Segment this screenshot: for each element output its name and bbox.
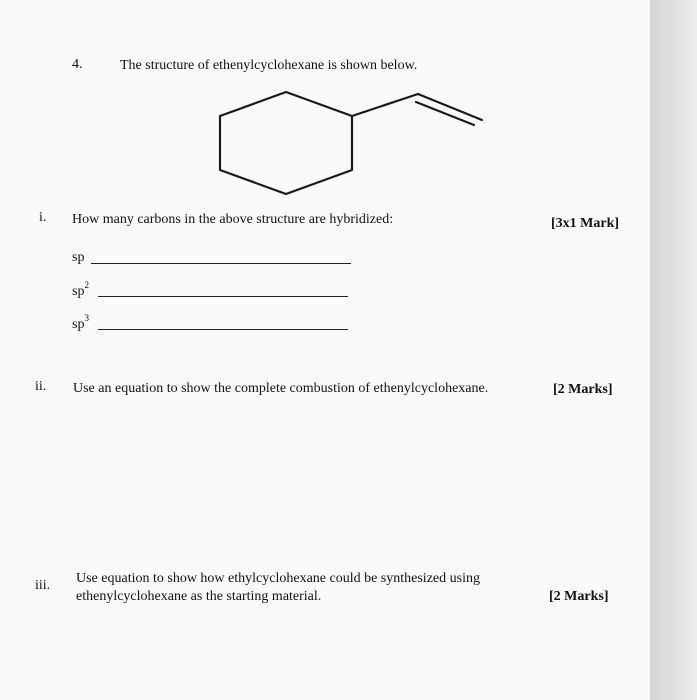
question-number: 4. [72,57,83,72]
single-bond [352,94,418,116]
cyclohexane-ring [220,92,352,194]
part-ii-numeral: ii. [35,379,47,394]
answer-blank-sp[interactable] [91,263,351,264]
answer-blank-sp2[interactable] [98,296,348,297]
answer-label-sp3: $sp^3$ [72,313,89,332]
page-edge-shadow [650,0,697,700]
part-iii-marks: [2 Marks] [549,589,609,604]
part-iii-question-line-1: Use equation to show how ethylcyclohexane could be synthesized using [76,571,480,586]
ethenylcyclohexane-structure-icon [210,88,500,200]
answer-label-sp2: $sp^2$ [72,280,89,299]
answer-blank-sp3[interactable] [98,329,348,330]
part-ii-marks: [2 Marks] [553,382,613,397]
part-i-numeral: i. [39,210,47,225]
part-iii-question-line-2: ethenylcyclohexane as the starting material. [76,589,322,604]
part-iii-numeral: iii. [35,578,51,593]
answer-label-sp: sp [72,250,85,265]
part-ii-question: Use an equation to show the complete combustion of ethenylcyclohexane. [73,381,489,396]
part-i-marks: [3x1 Mark] [551,216,620,231]
part-i-question: How many carbons in the above structure are hybridized: [72,212,394,227]
question-intro: The structure of ethenylcyclohexane is shown below. [120,58,418,73]
